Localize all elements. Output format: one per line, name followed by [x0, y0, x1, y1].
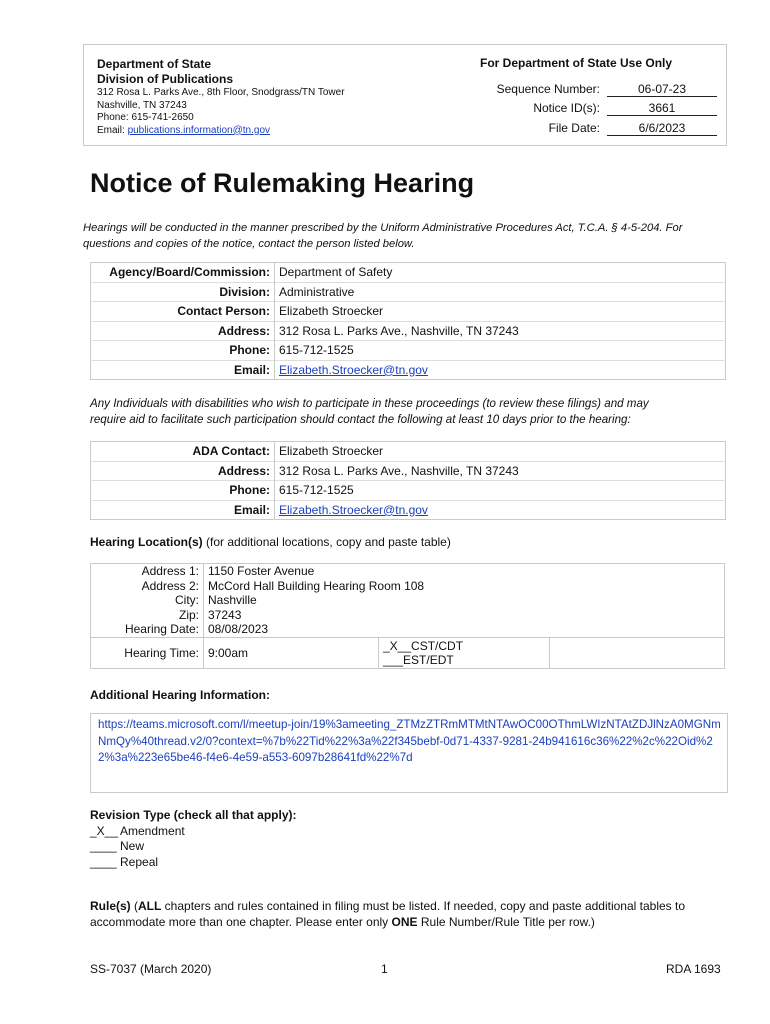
department-name [97, 57, 233, 87]
hearing-time-label: Hearing Time: [91, 637, 204, 668]
office-use-title: For Department of State Use Only [480, 56, 673, 70]
revision-option[interactable] [90, 824, 297, 840]
file-date-value: 6/6/2023 [607, 121, 717, 136]
ada-value[interactable] [275, 500, 726, 520]
notice-id-label: Notice ID(s): [533, 101, 600, 115]
agency-row [91, 282, 726, 302]
rules-line2 [90, 915, 730, 931]
dept-line2: Division of Publications [97, 72, 234, 86]
address1-value: 1150 Foster Avenue [208, 564, 315, 579]
email-line [97, 125, 345, 138]
ada-label: Address: [91, 461, 275, 481]
agency-value: 312 Rosa L. Parks Ave., Nashville, TN 37243 [275, 321, 726, 341]
address2-label: Address 2: [91, 579, 204, 594]
footer-rda: RDA 1693 [666, 962, 721, 976]
publications-email-link[interactable]: publications.information@tn.gov [127, 124, 271, 136]
intro-line1: Hearings will be conducted in the manner prescribed by the Uniform Administrative Procedures Act, T.C.A. § 4-5-204. For [83, 222, 683, 234]
ada-row [91, 442, 726, 462]
agency-row [91, 341, 726, 361]
hearing-date-label: Hearing Date: [91, 622, 204, 637]
rules-instructions [90, 899, 730, 930]
rules-all: ALL [138, 899, 162, 913]
rules-line2b: Rule Number/Rule Title per row.) [417, 914, 595, 929]
meeting-link[interactable]: https://teams.microsoft.com/l/meetup-join/19%3ameeting_ZTMzZTRmMTMtNTAwOC00OThmLWIzNTAtZDJlNzA0MGNmNmQy%40thread.v2/0?context=%7b%22Tid%22%3a%22f345bebf-0d71-4337-9281-24b941616c36%22%2c%22Oid%22%3a%223e65be46-f4e6-4e59-a553-6097b28641fd%22%7d [98, 718, 721, 764]
ada-row [91, 481, 726, 501]
city-line: Nashville, TN 37243 [97, 99, 187, 111]
revision-title: Revision Type (check all that apply): [90, 808, 297, 822]
ada-label: Email: [91, 500, 275, 520]
hearing-table [90, 563, 725, 669]
agency-value: Administrative [275, 282, 726, 302]
agency-label: Address: [91, 321, 275, 341]
page-title: Notice of Rulemaking Hearing [90, 168, 475, 198]
additional-info-box [90, 713, 728, 793]
revision-option[interactable] [90, 839, 297, 855]
revision-mark[interactable]: _X__ [90, 823, 119, 838]
rules-line1 [90, 899, 730, 915]
ada-label: ADA Contact: [91, 442, 275, 462]
hearing-location-heading [90, 535, 451, 549]
revision-section [90, 808, 297, 870]
notice-id-value: 3661 [607, 101, 717, 116]
zip-value: 37243 [208, 607, 242, 622]
dept-line1: Department of State [97, 57, 212, 71]
agency-label: Email: [91, 360, 275, 380]
agency-row [91, 360, 726, 380]
address-line: 312 Rosa L. Parks Ave., 8th Floor, Snodgrass/TN Tower [97, 87, 345, 98]
phone-line: Phone: 615-741-2650 [97, 112, 194, 123]
ada-value: 615-712-1525 [275, 481, 726, 501]
agency-row [91, 302, 726, 322]
revision-label: New [120, 839, 145, 853]
agency-label: Agency/Board/Commission: [91, 263, 275, 283]
revision-mark[interactable]: ____ [90, 854, 117, 869]
department-address [97, 87, 345, 137]
additional-info-title: Additional Hearing Information: [90, 688, 270, 702]
ada-line2: require aid to facilitate such participation should contact the following at least 10 days prior to the hearing: [90, 412, 631, 426]
ada-text [90, 396, 649, 427]
sequence-label: Sequence Number: [496, 82, 600, 96]
city-value: Nashville [208, 593, 257, 608]
timezone-est: ___EST/EDT [383, 652, 454, 667]
agency-email-link[interactable]: Elizabeth.Stroecker@tn.gov [279, 362, 428, 377]
revision-mark[interactable]: ____ [90, 839, 117, 853]
ada-row [91, 500, 726, 520]
agency-value: 615-712-1525 [275, 341, 726, 361]
hearing-location-bold: Hearing Location(s) [90, 535, 203, 549]
rules-one: ONE [391, 914, 418, 929]
intro-text [83, 221, 682, 252]
ada-table [90, 441, 726, 520]
email-label: Email: [97, 124, 128, 136]
timezone-spacer [550, 637, 725, 668]
revision-option[interactable] [90, 855, 297, 871]
agency-value: Elizabeth Stroecker [275, 302, 726, 322]
rules-t1: ( [130, 899, 139, 913]
agency-value[interactable] [275, 360, 726, 380]
ada-line1: Any Individuals with disabilities who wish to participate in these proceedings (to review these filings) and may [90, 397, 649, 410]
city-label: City: [91, 593, 204, 608]
timezone-cell [379, 637, 550, 668]
intro-line2: questions and copies of the notice, contact the person listed below. [83, 237, 415, 250]
agency-table [90, 262, 726, 380]
footer-form-number: SS-7037 (March 2020) [90, 962, 212, 976]
rules-line2a: accommodate more than one chapter. Please enter only [90, 914, 392, 929]
address2-value: McCord Hall Building Hearing Room 108 [208, 578, 425, 593]
hearing-location-note: (for additional locations, copy and paste table) [202, 535, 451, 549]
hearing-date-value: 08/08/2023 [208, 622, 269, 637]
rules-label: Rule(s) [90, 899, 131, 913]
agency-row [91, 321, 726, 341]
hearing-time-value: 9:00am [204, 637, 379, 668]
revision-options [90, 824, 297, 871]
revision-label: Repeal [120, 854, 159, 869]
ada-email-link[interactable]: Elizabeth.Stroecker@tn.gov [279, 502, 428, 517]
rules-t2: chapters and rules contained in filing must be listed. If needed, copy and paste additional tables to [161, 899, 686, 913]
zip-label: Zip: [91, 608, 204, 623]
revision-label: Amendment [120, 823, 185, 838]
agency-label: Division: [91, 282, 275, 302]
file-date-label: File Date: [548, 121, 600, 135]
sequence-value: 06-07-23 [607, 82, 717, 97]
ada-row [91, 461, 726, 481]
ada-label: Phone: [91, 481, 275, 501]
timezone-cst: _X__CST/CDT [383, 638, 464, 653]
ada-value: Elizabeth Stroecker [279, 444, 384, 459]
address1-label: Address 1: [91, 564, 204, 579]
agency-label: Phone: [91, 341, 275, 361]
footer-page-number: 1 [381, 962, 388, 976]
ada-value: 312 Rosa L. Parks Ave., Nashville, TN 37243 [275, 461, 726, 481]
agency-label: Contact Person: [91, 302, 275, 322]
agency-value: Department of Safety [279, 265, 393, 280]
agency-row [91, 263, 726, 283]
